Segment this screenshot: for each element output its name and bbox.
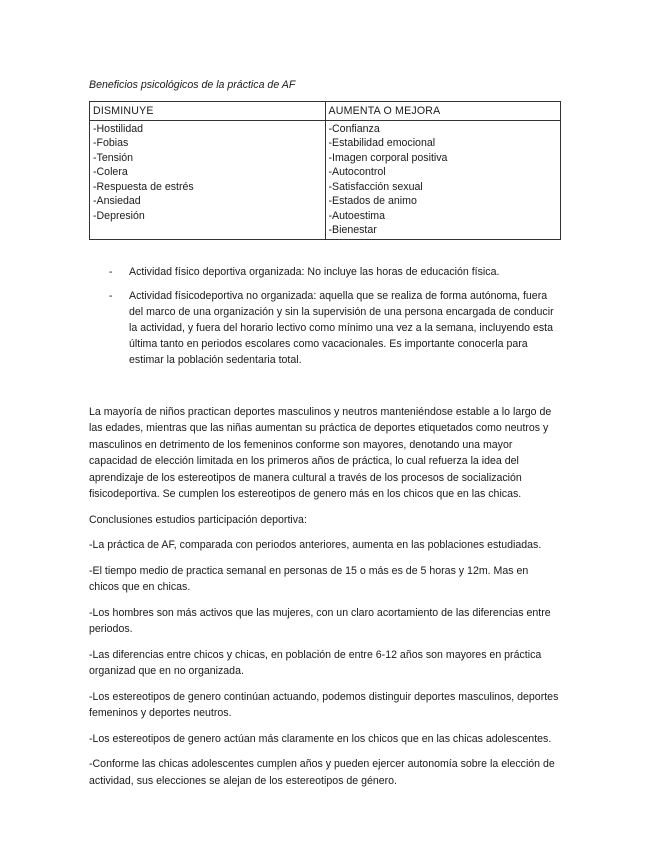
decrease-item: -Ansiedad [93,195,141,208]
document-page [89,78,561,789]
section-title: Beneficios psicológicos de la práctica de AF [89,79,296,91]
conclusion-item: -Los estereotipos de genero actúan más claramente en los chicos que en las chicas adolescentes. [89,732,552,745]
list-item [89,288,561,368]
bullet-marker: - [109,265,113,278]
decrease-item: -Respuesta de estrés [93,180,194,193]
benefits-table [89,101,561,239]
conclusion-item: -El tiempo medio de practica semanal en personas de 15 o más es de 5 horas y 12m. Mas en chicos que en chicas. [89,564,529,594]
decrease-cell [90,120,326,239]
conclusion-item: -Las diferencias entre chicos y chicas, en población de entre 6-12 años son mayores en práctica organizad que en no organizada. [89,648,542,678]
increase-item: -Satisfacción sexual [328,180,423,193]
conclusion-item: -La práctica de AF, comparada con periodos anteriores, aumenta en las poblaciones estudiadas. [89,539,542,552]
decrease-item: -Depresión [93,209,145,222]
increase-item: -Estados de animo [328,195,417,208]
conclusion-item: -Los estereotipos de genero continúan actuando, podemos distinguir deportes masculinos, deportes femeninos y deportes neutros. [89,690,559,720]
definition-list [89,264,561,368]
conclusions-heading: Conclusiones estudios participación deportiva: [89,513,307,526]
decrease-item: -Hostilidad [93,122,144,135]
list-item [89,264,561,280]
header-decrease: DISMINUYE [90,102,326,120]
increase-item: -Autoestima [328,209,386,222]
increase-item: -Imagen corporal positiva [328,151,448,164]
increase-cell [325,120,561,239]
increase-item: -Estabilidad emocional [328,137,436,150]
increase-item: -Confianza [328,122,380,135]
table-row [90,120,561,239]
table-header-row [90,102,561,120]
decrease-item: -Fobias [93,137,129,150]
increase-item: -Autocontrol [328,166,386,179]
list-item-text: Actividad físicodeportiva no organizada: aquella que se realiza de forma autónoma, fuera del marco de una organización y sin la supervisión de una persona encargada de conducir la actividad, y fuera del horario lectivo como mínimo una vez a la semana, incluyendo esta última tanto en periodos escolares como vacacionales. Es importante conocerla para estimar la población sedentaria total. [129,289,554,366]
list-item-text: Actividad físico deportiva organizada: No incluye las horas de educación física. [129,265,500,278]
decrease-item: -Tensión [93,151,134,164]
increase-item: -Bienestar [328,224,377,237]
header-increase: AUMENTA O MEJORA [325,102,561,120]
conclusion-item: -Los hombres son más activos que las mujeres, con un claro acortamiento de las diferencias entre periodos. [89,606,551,636]
main-paragraph: La mayoría de niños practican deportes masculinos y neutros manteniéndose estable a lo largo de las edades, mientras que las niñas aumentan su práctica de deportes etiquetados como neutros y masculinos en detrimento de los femeninos conforme son mayores, denotando una mayor capacidad de elección limitada en los primeros años de práctica, lo cual refuerza la idea del aprendizaje de los estereotipos de manera cultural a través de los procesos de socialización fisicodeportiva. Se cumplen los estereotipos de genero más en los chicos que en las chicas. [89,405,552,501]
bullet-marker: - [109,289,113,302]
decrease-item: -Colera [93,166,128,179]
conclusion-item: -Conforme las chicas adolescentes cumplen años y pueden ejercer autonomía sobre la elección de actividad, sus elecciones se alejan de los estereotipos de género. [89,758,555,787]
